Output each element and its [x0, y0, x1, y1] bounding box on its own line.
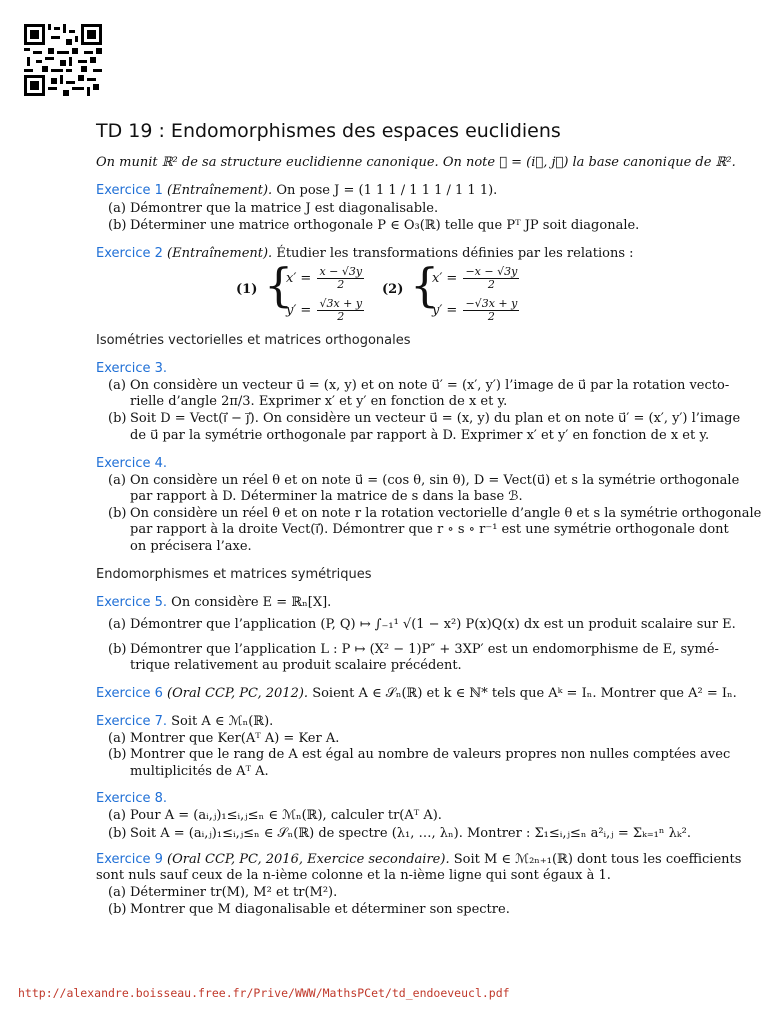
exercise-7-part-b: (b) Montrer que le rang de A est égal au nombre de valeurs propres non nulles comptées avec — [108, 747, 731, 762]
exercise-6 — [96, 686, 737, 702]
exercise-3-part-a: (a) On considère un vecteur u⃗ = (x, y) et on note u⃗′ = (x′, y′) l’image de u⃗ par la rotation vecto- — [108, 378, 730, 393]
exercise-2-heading: Exercice 2 — [96, 246, 163, 261]
system-2-label: (2) — [382, 282, 404, 297]
exercise-4-part-b: (b) On considère un réel θ et on note r la rotation vectorielle d’angle θ et s la symétrie orthogonale — [108, 506, 762, 521]
exercise-4-part-b-cont2: on précisera l’axe. — [130, 539, 252, 554]
exercise-1-text: On pose J = (1 1 1 / 1 1 1 / 1 1 1). — [276, 183, 498, 198]
exercise-9-part-a: (a) Déterminer tr(M), M² et tr(M²). — [108, 885, 338, 900]
intro-text: On munit ℝ² de sa structure euclidienne canonique. On note ℬ = (i⃗, j⃗) la base canonique de ℝ². — [96, 155, 736, 170]
exercise-1-heading: Exercice 1 — [96, 183, 163, 198]
exercise-3-part-b-cont: de u⃗ par la symétrie orthogonale par rapport à D. Exprimer x′ et y′ en fonction de x et y. — [130, 428, 710, 443]
system-1-eq-x: x′ = $\frac{x - √3y}{2}$ — [286, 265, 363, 291]
exercise-1 — [96, 183, 497, 199]
exercise-9 — [96, 852, 741, 868]
exercise-4-part-b-cont: par rapport à la droite Vect(i⃗). Démontrer que r ∘ s ∘ r⁻¹ est une symétrie orthogonale dont — [130, 522, 729, 537]
exercise-5-heading: Exercice 5. — [96, 595, 168, 610]
exercise-2 — [96, 246, 634, 262]
system-1-label: (1) — [236, 282, 258, 297]
system-2-eq-x: x′ = $\frac{-x - √3y}{2}$ — [432, 265, 518, 291]
exercise-9-part-b: (b) Montrer que M diagonalisable et déterminer son spectre. — [108, 902, 510, 917]
system-1-eq-y: y′ = $\frac{√3x + y}{2}$ — [286, 297, 363, 323]
exercise-5-part-b: (b) Démontrer que l’application L : P ↦ (X² − 1)P″ + 3XP′ est un endomorphisme de E, symé- — [108, 642, 719, 657]
exercise-5-part-a: (a) Démontrer que l’application (P, Q) ↦ ∫₋₁¹ √(1 − x²) P(x)Q(x) dx est un produit scalaire sur E. — [108, 617, 736, 632]
exercise-5-text: On considère E = ℝₙ[X]. — [171, 595, 332, 610]
exercise-4-heading: Exercice 4. — [96, 456, 168, 471]
exercise-1-tag: (Entraînement). — [167, 183, 273, 198]
exercise-5-part-b-cont: trique relativement au produit scalaire précédent. — [130, 658, 462, 673]
exercise-9-text: Soit M ∈ ℳ₂ₙ₊₁(ℝ) dont tous les coefficients — [453, 852, 742, 867]
exercise-3-heading: Exercice 3. — [96, 361, 168, 376]
exercise-2-text: Étudier les transformations définies par les relations : — [276, 246, 634, 261]
exercise-1-part-a: (a) Démontrer que la matrice J est diagonalisable. — [108, 201, 439, 216]
exercise-4-part-a: (a) On considère un réel θ et on note u⃗ = (cos θ, sin θ), D = Vect(u⃗) et s la symétrie orthogonale — [108, 473, 740, 488]
section-heading-isometries: Isométries vectorielles et matrices orthogonales — [96, 333, 411, 348]
exercise-7 — [96, 714, 273, 730]
qr-code-icon — [24, 24, 102, 96]
exercise-8-part-a: (a) Pour A = (aᵢ,ⱼ)₁≤ᵢ,ⱼ≤ₙ ∈ ℳₙ(ℝ), calculer tr(Aᵀ A). — [108, 808, 442, 823]
exercise-2-tag: (Entraînement). — [167, 246, 273, 261]
system-2-brace: { — [410, 258, 440, 312]
system-2-eq-y: y′ = $\frac{-√3x + y}{2}$ — [432, 297, 518, 323]
exercise-5 — [96, 595, 331, 611]
exercise-6-text: Soient A ∈ 𝒮ₙ(ℝ) et k ∈ ℕ* tels que Aᵏ = Iₙ. Montrer que A² = Iₙ. — [312, 686, 737, 701]
exercise-6-tag: (Oral CCP, PC, 2012). — [167, 686, 309, 701]
exercise-6-heading: Exercice 6 — [96, 686, 163, 701]
exercise-9-tag: (Oral CCP, PC, 2016, Exercice secondaire). — [167, 852, 450, 867]
footer-url-link[interactable]: http://alexandre.boisseau.free.fr/Prive/WWW/MathsPCet/td_endoeveucl.pdf — [18, 986, 510, 1000]
exercise-8-heading: Exercice 8. — [96, 791, 168, 806]
section-heading-symmetric: Endomorphismes et matrices symétriques — [96, 567, 372, 582]
exercise-4-part-a-cont: par rapport à D. Déterminer la matrice de s dans la base ℬ. — [130, 489, 523, 504]
exercise-7-part-b-cont: multiplicités de Aᵀ A. — [130, 764, 269, 779]
exercise-7-part-a: (a) Montrer que Ker(Aᵀ A) = Ker A. — [108, 731, 340, 746]
exercise-1-part-b: (b) Déterminer une matrice orthogonale P ∈ O₃(ℝ) telle que Pᵀ JP soit diagonale. — [108, 218, 640, 233]
exercise-3-part-a-cont: rielle d’angle 2π/3. Exprimer x′ et y′ en fonction de x et y. — [130, 394, 508, 409]
exercise-9-heading: Exercice 9 — [96, 852, 163, 867]
exercise-3-part-b: (b) Soit D = Vect(i⃗ − j⃗). On considère un vecteur u⃗ = (x, y) du plan et on note u⃗′ = (x′, y′) l’image — [108, 411, 741, 426]
exercise-9-text-cont: sont nuls sauf ceux de la n-ième colonne et la n-ième ligne qui sont égaux à 1. — [96, 868, 611, 883]
system-1-brace: { — [264, 258, 294, 312]
exercise-8-part-b: (b) Soit A = (aᵢ,ⱼ)₁≤ᵢ,ⱼ≤ₙ ∈ 𝒮ₙ(ℝ) de spectre (λ₁, …, λₙ). Montrer : Σ₁≤ᵢ,ⱼ≤ₙ a²ᵢ,ⱼ = Σₖ₌₁ⁿ λₖ². — [108, 826, 691, 841]
exercise-7-heading: Exercice 7. — [96, 714, 168, 729]
page-title: TD 19 : Endomorphismes des espaces euclidiens — [96, 120, 561, 142]
exercise-7-text: Soit A ∈ ℳₙ(ℝ). — [171, 714, 274, 729]
